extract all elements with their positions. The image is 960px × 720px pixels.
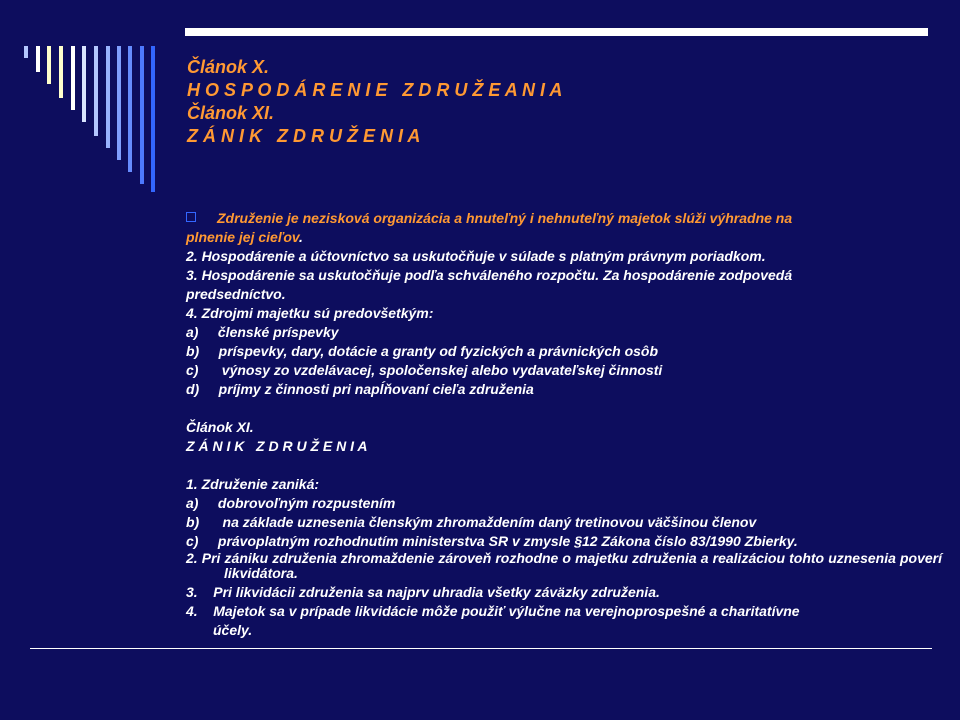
title-line-4: Z Á N I K Z D R U Ž E N I A	[187, 126, 421, 146]
dissolution-item-1: 1. Združenie zaniká:	[186, 476, 320, 492]
stripe-11	[140, 46, 144, 184]
square-outline-icon	[186, 212, 196, 222]
list-item-4c: c) výnosy zo vzdelávacej, spoločenskej alebo vydavateľskej činnosti	[186, 362, 663, 378]
stripe-12	[151, 46, 155, 192]
paragraph-4: 4. Zdrojmi majetku sú predovšetkým:	[186, 305, 434, 321]
dissolution-item-3: 3. Pri likvidácii združenia sa najprv uhradia všetky záväzky združenia.	[186, 584, 660, 600]
slide-title	[187, 56, 562, 148]
list-item-1c: c) právoplatným rozhodnutím ministerstva SR v zmysle §12 Zákona číslo 83/1990 Zbierky.	[186, 533, 798, 549]
list-item-1a: a) dobrovoľným rozpustením	[186, 495, 396, 511]
list-item-1b: b) na základe uznesenia členským zhromaždením daný tretinovou väčšinou členov	[186, 514, 757, 530]
paragraph-3-line-2: predsedníctvo.	[186, 286, 286, 302]
slide-body	[186, 209, 942, 640]
paragraph-1-line-2: plnenie jej cieľov.	[186, 229, 303, 245]
paragraph-3-line-1: 3. Hospodárenie sa uskutočňuje podľa schváleného rozpočtu. Za hospodárenie zodpovedá	[186, 267, 793, 283]
stripe-10	[128, 46, 132, 172]
dissolution-item-2: 2. Pri zániku združenia zhromaždenie zároveň rozhodne o majetku združenia a realizáciou tohto uznesenia poverí likvidátora.	[186, 550, 942, 581]
bottom-divider	[30, 648, 932, 649]
stripe-5	[71, 46, 75, 110]
list-item-4b: b) príspevky, dary, dotácie a granty od fyzických a právnických osôb	[186, 343, 659, 359]
title-line-1: Článok X.	[187, 57, 270, 77]
stripe-8	[106, 46, 110, 148]
title-line-2: H O S P O D Á R E N I E Z D R U Ž E A N I A	[187, 80, 563, 100]
stripe-4	[59, 46, 63, 98]
title-line-3: Článok XI.	[187, 103, 275, 123]
stripe-3	[47, 46, 51, 84]
stripe-1	[24, 46, 28, 58]
list-item-4d: d) príjmy z činnosti pri napĺňovaní cieľa združenia	[186, 381, 534, 397]
stripe-6	[82, 46, 86, 122]
paragraph-2: 2. Hospodárenie a účtovníctvo sa uskutočňuje v súlade s platným právnym poriadkom.	[186, 248, 766, 264]
section-subheading: Z Á N I K Z D R U Ž E N I A	[186, 438, 368, 454]
stripe-2	[36, 46, 40, 72]
top-decorative-bar	[185, 28, 928, 36]
list-item-4a: a) členské príspevky	[186, 324, 339, 340]
section-heading: Článok XI.	[186, 419, 254, 435]
stripe-7	[94, 46, 98, 136]
paragraph-1-line-1: Združenie je nezisková organizácia a hnuteľný i nehnuteľný majetok slúži výhradne na	[186, 209, 906, 228]
stripe-9	[117, 46, 121, 160]
dissolution-item-4-line-1: 4. Majetok sa v prípade likvidácie môže použiť výlučne na verejnoprospešné a charitatívne	[186, 603, 800, 619]
dissolution-item-4-line-2: účely.	[213, 622, 253, 638]
